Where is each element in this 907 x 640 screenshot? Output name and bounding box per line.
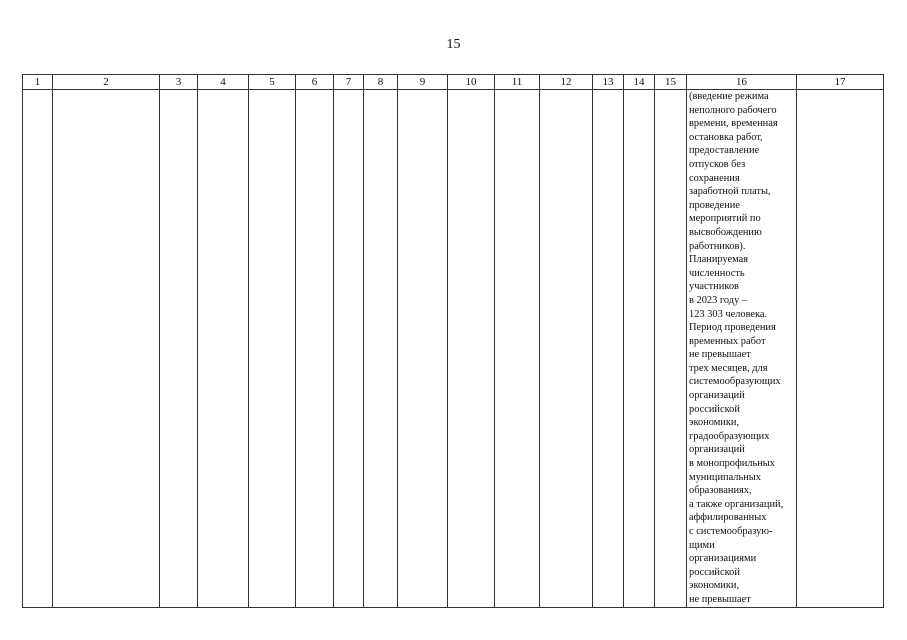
cell-16-line: остановка работ,: [689, 131, 763, 143]
table-cell-13: [593, 90, 624, 608]
column-header-6: 6: [296, 75, 334, 90]
cell-16-line: отпусков без: [689, 158, 746, 170]
cell-16-line: предоставление: [689, 145, 760, 157]
cell-16-line: (введение режима: [689, 91, 769, 102]
table-row: [23, 90, 884, 608]
column-header-5: 5: [249, 75, 296, 90]
column-header-10: 10: [448, 75, 495, 90]
cell-16-text: [687, 90, 796, 607]
table-cell-16: [687, 90, 797, 608]
cell-16-line: щими: [689, 539, 715, 551]
cell-16-line: участников: [689, 281, 739, 293]
cell-16-line: градообразующих: [689, 430, 770, 442]
cell-16-line: численность: [689, 267, 745, 279]
cell-16-line: образованиях,: [689, 485, 752, 497]
cell-16-line: российской: [689, 566, 740, 578]
column-header-15: 15: [655, 75, 687, 90]
table-cell-5: [249, 90, 296, 608]
cell-16-line: Планируемая: [689, 254, 749, 266]
table-cell-8: [364, 90, 398, 608]
table-cell-11: [495, 90, 540, 608]
table-cell-10: [448, 90, 495, 608]
cell-16-line: времени, временная: [689, 118, 778, 130]
cell-16-line: неполного рабочего: [689, 104, 777, 116]
cell-16-line: муниципальных: [689, 471, 761, 483]
column-header-7: 7: [334, 75, 364, 90]
table-cell-12: [540, 90, 593, 608]
cell-16-line: не превышает: [689, 349, 751, 361]
column-header-3: 3: [160, 75, 198, 90]
column-header-9: 9: [398, 75, 448, 90]
cell-16-line: временных работ: [689, 335, 766, 347]
cell-16-line: российской: [689, 403, 740, 415]
document-table: [22, 74, 884, 608]
cell-16-line: экономики,: [689, 417, 740, 429]
cell-16-line: не превышает: [689, 593, 751, 605]
cell-16-line: трех месяцев, для: [689, 362, 768, 374]
cell-16-line: работников).: [689, 240, 746, 252]
cell-16-line: а также организаций,: [689, 498, 784, 510]
table-cell-7: [334, 90, 364, 608]
cell-16-line: системообразующих: [689, 376, 781, 388]
table-header-row: [23, 75, 884, 90]
cell-16-line: экономики,: [689, 580, 740, 592]
column-header-13: 13: [593, 75, 624, 90]
cell-16-line: 123 303 человека.: [689, 308, 768, 320]
column-header-1: 1: [23, 75, 53, 90]
cell-16-line: организациями: [689, 553, 757, 565]
table-cell-14: [624, 90, 655, 608]
column-header-17: 17: [797, 75, 884, 90]
table-cell-3: [160, 90, 198, 608]
column-header-11: 11: [495, 75, 540, 90]
page-number: 15: [446, 37, 461, 52]
cell-16-line: проведение: [689, 199, 740, 211]
cell-16-line: сохранения: [689, 172, 740, 184]
table-cell-17: [797, 90, 884, 608]
column-header-14: 14: [624, 75, 655, 90]
column-header-8: 8: [364, 75, 398, 90]
cell-16-line: заработной платы,: [689, 186, 771, 198]
column-header-2: 2: [53, 75, 160, 90]
table-cell-1: [23, 90, 53, 608]
cell-16-line: мероприятий по: [689, 213, 761, 225]
cell-16-line: в 2023 году –: [689, 294, 748, 306]
column-header-16: 16: [687, 75, 797, 90]
cell-16-line: с системообразую-: [689, 526, 773, 537]
table-cell-9: [398, 90, 448, 608]
cell-16-line: организаций: [689, 390, 745, 402]
cell-16-line: организаций: [689, 444, 745, 456]
column-header-12: 12: [540, 75, 593, 90]
cell-16-line: высвобождению: [689, 226, 762, 238]
cell-16-line: Период проведения: [689, 322, 776, 334]
cell-16-line: в монопрофильных: [689, 458, 775, 470]
table-cell-6: [296, 90, 334, 608]
table-cell-15: [655, 90, 687, 608]
cell-16-line: аффилированных: [689, 512, 767, 524]
column-header-4: 4: [198, 75, 249, 90]
table-cell-4: [198, 90, 249, 608]
table-cell-2: [53, 90, 160, 608]
